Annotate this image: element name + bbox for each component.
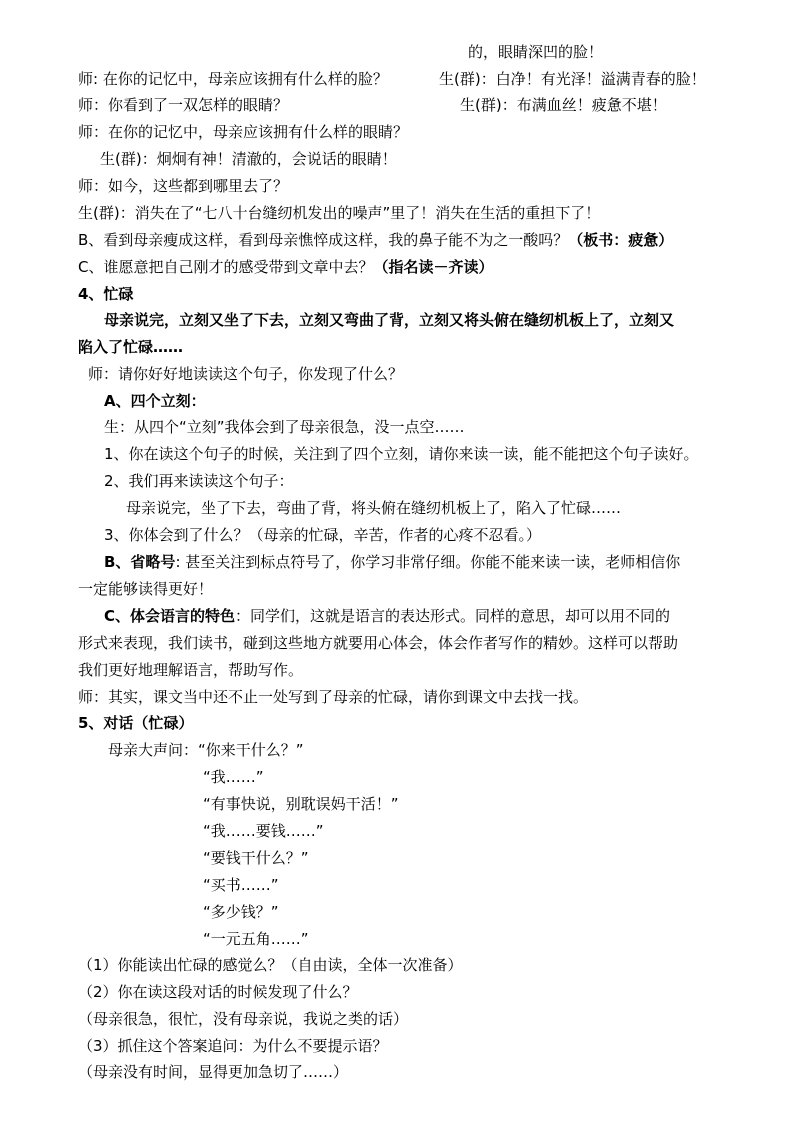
text-line-2: 师: 在你的记忆中，母亲应该拥有什么样的脸？ [78, 70, 388, 88]
text-line-11-main: C、谁愿意把自己刚才的感受带到文章中去？ [78, 258, 374, 276]
text-line-25: 形式来表现，我们读书，碰到这些地方就要用心体会，体会作者写作的精妙。这样可以帮助 [78, 634, 679, 652]
text-line-8: 师：如今，这些都到哪里去了？ [78, 177, 289, 195]
text-line-4: 师：你看到了一双怎样的眼睛？ [78, 96, 289, 114]
dialogue-line-8: “一元五角……” [203, 930, 309, 948]
sub-heading-c: C、体会语言的特色 [104, 607, 236, 625]
section-heading-5: 5、对话（忙碌） [78, 714, 194, 732]
dialogue-line-6: “买书……” [203, 876, 279, 894]
dialogue-line-3: “有事快说，别耽误妈干活！” [203, 795, 399, 813]
text-line-6: 师：在你的记忆中，母亲应该拥有什么样的眼睛？ [78, 123, 409, 141]
dialogue-line-1: 母亲大声问：“你来干什么？” [108, 741, 304, 759]
text-line-10-bold: （板书：疲惫） [568, 231, 674, 249]
text-line-26: 我们更好地理解语言，帮助写作。 [78, 661, 304, 679]
text-line-19: 2、我们再来读读这个句子： [104, 472, 294, 490]
text-line-7: 生(群)：炯炯有神！清澈的，会说话的眼睛！ [100, 150, 397, 168]
text-line-3: 生(群)：白净！有光泽！溢满青春的脸！ [439, 70, 706, 88]
text-line-21: 3、你体会到了什么？（母亲的忙碌，辛苦，作者的心疼不忍看。） [104, 526, 542, 544]
text-line-24-main: ：同学们，这就是语言的表达形式。同样的意思，却可以用不同的 [235, 607, 671, 625]
dialogue-line-7: “多少钱？” [203, 903, 279, 921]
question-3: （3）抓住这个答案追问：为什么不要提示语？ [78, 1037, 388, 1055]
dialogue-line-4: “我……要钱……” [203, 822, 324, 840]
text-line-23: 一定能够读得更好！ [78, 580, 214, 598]
text-line-10 [78, 230, 673, 250]
text-line-27: 师：其实，课文当中还不止一处写到了母亲的忙碌，请你到课文中去找一找。 [78, 688, 589, 706]
text-line-20: 母亲说完，坐了下去，弯曲了背，将头俯在缝纫机板上了，陷入了忙碌…… [126, 499, 622, 517]
dialogue-line-5: “要钱干什么？” [203, 849, 309, 867]
text-line-11 [78, 257, 494, 277]
text-line-18: 1、你在读这个句子的时候，关注到了四个立刻，请你来读一读，能不能把这个句子读好。 [104, 445, 699, 463]
sub-heading-b: B、省略号 [104, 553, 176, 571]
question-2: （2）你在读这段对话的时候发现了什么？ [78, 983, 358, 1001]
text-line-1: 的，眼睛深凹的脸！ [468, 43, 604, 61]
answer-3: （母亲没有时间，显得更加急切了……） [78, 1063, 349, 1081]
section-heading-4: 4、忙碌 [78, 285, 134, 303]
question-1: （1）你能读出忙碌的感觉么？（自由读，全体一次准备） [78, 956, 463, 974]
text-line-15: 师：请你好好地读读这个句子，你发现了什么？ [88, 365, 404, 383]
text-line-5: 生(群)：布满血丝！疲惫不堪！ [460, 96, 667, 114]
text-line-14: 陷入了忙碌…… [78, 338, 184, 356]
text-line-22-main: : 甚至关注到标点符号了，你学习非常仔细。你能不能来读一读，老师相信你 [175, 553, 681, 571]
text-line-9: 生(群)：消失在了“七八十台缝纫机发出的噪声”里了！消失在生活的重担下了！ [78, 204, 601, 222]
dialogue-line-2: “我……” [203, 768, 264, 786]
answer-2: （母亲很急，很忙，没有母亲说，我说之类的话） [78, 1010, 409, 1028]
sub-heading-a: A、四个立刻： [104, 392, 206, 410]
text-line-10-main: B、看到母亲瘦成这样，看到母亲憔悴成这样，我的鼻子能不为之一酸吗？ [78, 231, 569, 249]
text-line-24 [104, 606, 670, 626]
text-line-11-bold: （指名读－齐读） [373, 258, 494, 276]
text-line-17: 生：从四个“立刻”我体会到了母亲很急，没一点空…… [104, 418, 465, 436]
text-line-22 [104, 552, 680, 572]
text-line-13: 母亲说完，立刻又坐了下去，立刻又弯曲了背，立刻又将头俯在缝纫机板上了，立刻又 [104, 311, 675, 329]
